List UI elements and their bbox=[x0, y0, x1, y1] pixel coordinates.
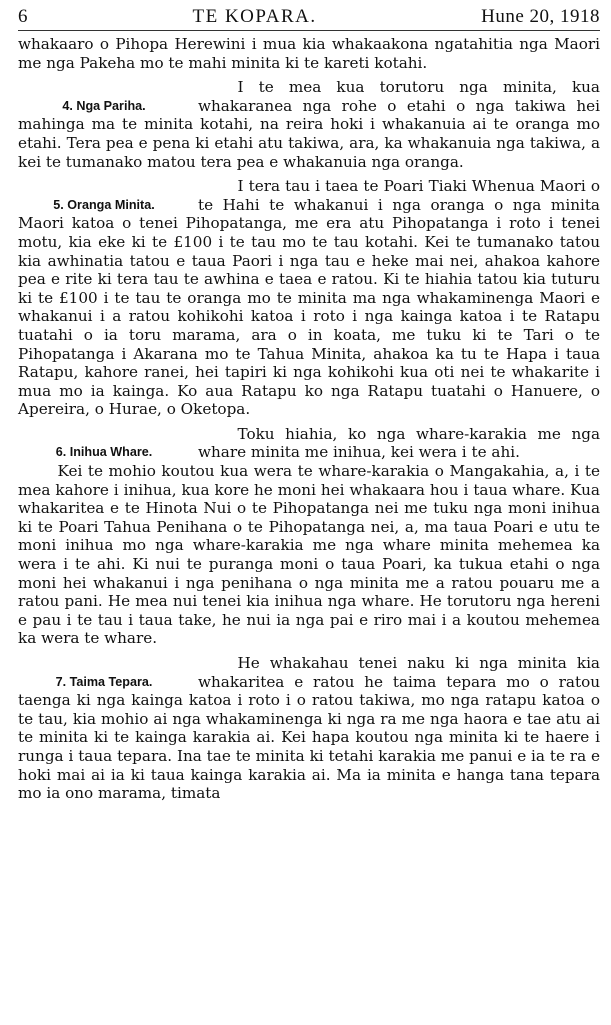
section-paragraph: Kei te mohio koutou kua wera te whare-karakia o Mangakahia, a, i te mea kahore i inihua, kua kore he moni hei whakaara hou i taua whare. Kua whakaritea e te Hinota Nui o te Pihopatanga nei me tuku nga moni inihua ki te Poari Tahua Penihana o te Pihopatanga nei, a, ma taua Poari e utu te moni inihua mo nga whare-karakia me nga whare minita mehemea ka wera i te ahi. Ki nui te puranga moni o taua Poari, ka tukua etahi o nga moni hei whakanui i nga penihana o nga minita me a ratou pouaru me a ratou pani. He mea nui tenei kia inihua nga whare. He torutoru nga hereni e pau i te tau i taua take, he nui ia nga pai e riro mai i a koutou mehemea ka wera te whare. bbox=[18, 462, 600, 648]
newspaper-page bbox=[18, 6, 600, 803]
section-paragraph: He whakahau tenei naku ki nga minita kia whakaritea e ratou he taima tepara mo o ratou taenga ki nga kainga katoa i roto i o ratou takiwa, mo nga ratapu katoa o te tau, kia mohio ai nga whakaminenga ki nga ra me nga haora e tae atu ai te minita ki te kainga karakia ai. Kei hapa koutou nga minita ki te haere i runga i taua tepara. Ina tae te minita ki tetahi karakia me panui e ia te ra e hoki mai ai ia ki taua kainga karakia ai. Ma ia minita e hanga tana tepara mo ia ono marama, timata bbox=[18, 654, 600, 803]
section-paragraph: I te mea kua torutoru nga minita, kua whakaranea nga rohe o etahi o nga takiwa hei mahinga ma te minita kotahi, na reira hoki i whakanuia ai te oranga mo etahi. Tera pea e pena ki etahi atu takiwa, ara, ka whakanuia nga takiwa, a kei te tumanako matou tera pea e whakanuia nga oranga. bbox=[18, 78, 600, 171]
header-rule bbox=[18, 30, 600, 31]
page-header bbox=[18, 6, 600, 30]
section-oranga-minita bbox=[18, 177, 600, 419]
section-taima-tepara bbox=[18, 654, 600, 803]
page-number: 6 bbox=[18, 6, 28, 27]
article-body bbox=[18, 35, 600, 803]
section-nga-pariha bbox=[18, 78, 600, 171]
section-paragraph: Toku hiahia, ko nga whare-karakia me nga whare minita me inihua, kei wera i te ahi. bbox=[198, 424, 600, 462]
issue-date: Hune 20, 1918 bbox=[481, 6, 600, 27]
section-heading: 6. Inihua Whare. bbox=[55, 445, 153, 460]
section-heading: 5. Oranga Minita. bbox=[53, 197, 155, 212]
section-heading: 7. Taima Tepara. bbox=[55, 674, 153, 689]
section-heading: 4. Nga Pariha. bbox=[62, 98, 146, 113]
publication-title: TE KOPARA. bbox=[192, 6, 317, 27]
section-paragraph: I tera tau i taea te Poari Tiaki Whenua Maori o te Hahi te whakanui i nga oranga o nga minita Maori katoa o tenei Pihopatanga, me era atu Pihopatanga i roto i tenei motu, kia eke ki te £100 i te tau mo te tau kotahi. Kei te tumanako tatou kia awhinatia tatou e taua Paori i nga tau e heke mai nei, ahakoa kahore pea e rite ki tera tau te awhina e taea e ratou. Ki te hiahia tatou kia tuturu ki te £100 i te tau te oranga mo te minita ma nga whakaminenga Maori e whakanui i a ratou kohikohi katoa i roto i nga kainga katoa i te Ratapu tuatahi o ia toru marama, ara o in koata, me tuku ki te Tari o te Pihopatanga i Akarana mo te Tahua Minita, ahakoa ka tu te Hapa i taua Ratapu, kahore ranei, hei tapiri ki nga kohikohi kua oti nei te whakarite i mua mo ia kainga. Ko aua Ratapu ko nga Ratapu tuatahi o Hanuere, o Apereira, o Hurae, o Oketopa. bbox=[18, 177, 600, 419]
opening-paragraph: whakaaro o Pihopa Herewini i mua kia whakaakona ngatahitia nga Maori me nga Pakeha mo te mahi minita ki te kareti kotahi. bbox=[18, 35, 600, 72]
section-inihua-whare bbox=[18, 425, 600, 648]
